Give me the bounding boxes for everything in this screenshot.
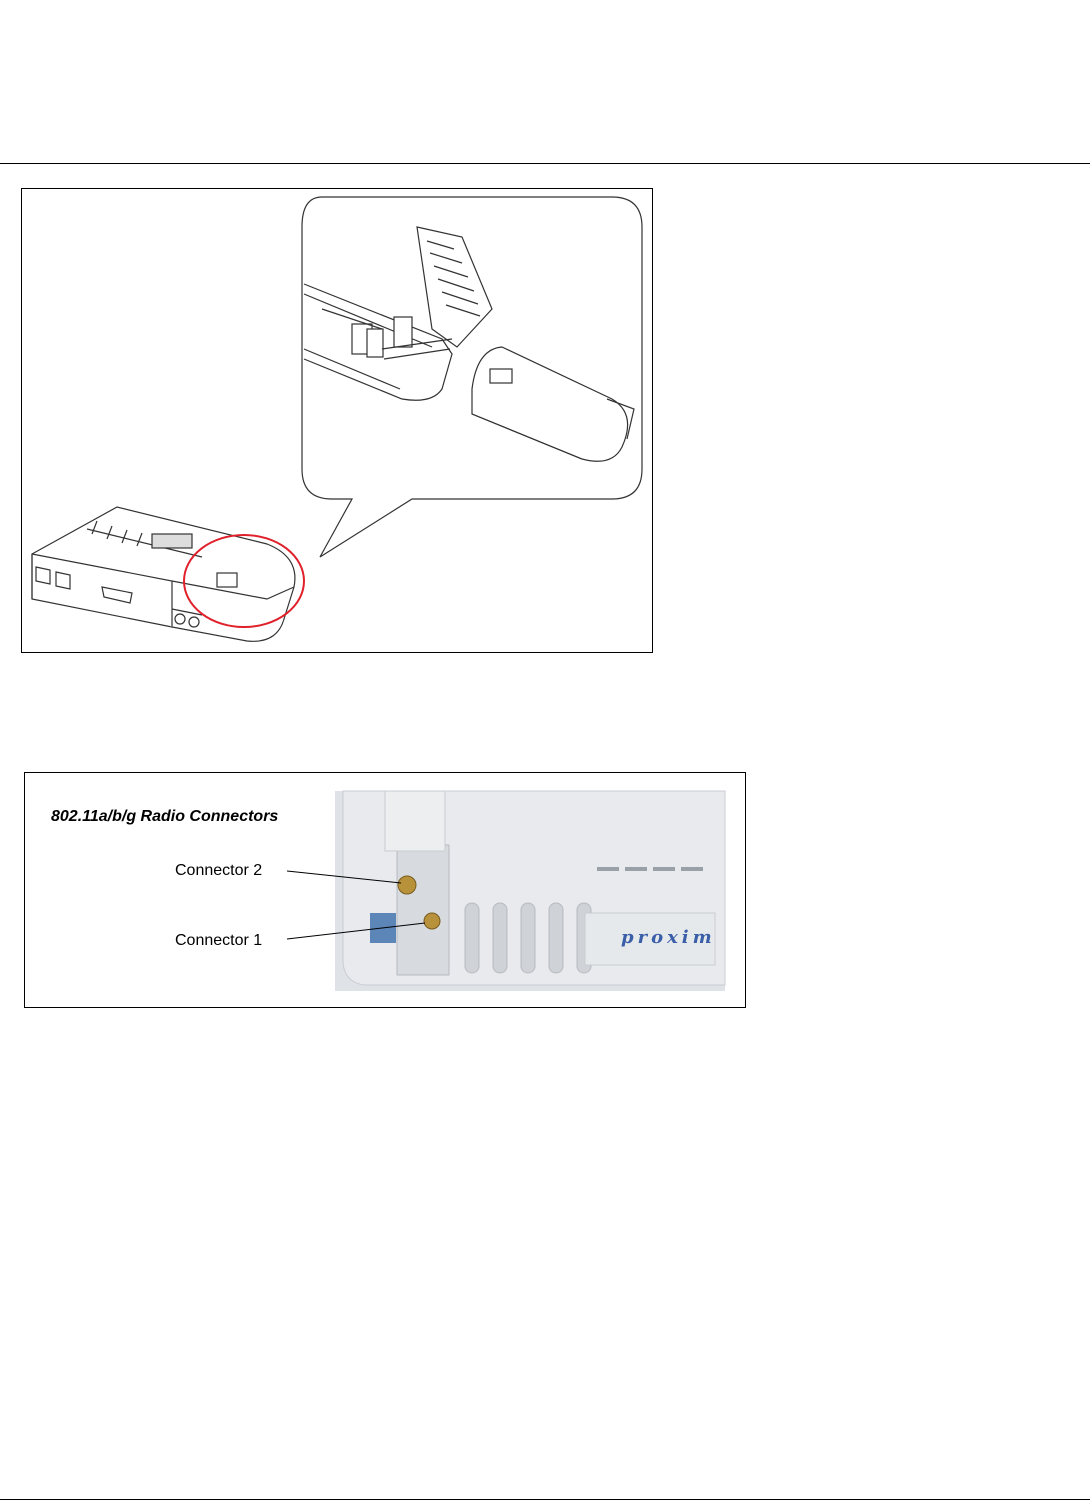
radio-connectors-title: 802.11a/b/g Radio Connectors	[51, 808, 279, 825]
device-line-drawing	[22, 189, 652, 652]
detail-callout-bubble	[302, 197, 642, 557]
connector-2-label: Connector 2	[175, 862, 263, 879]
connector-1-marker	[424, 913, 440, 929]
header-rule	[0, 163, 1090, 164]
connector-2-marker	[398, 876, 416, 894]
connector-1-label: Connector 1	[175, 932, 263, 949]
radio-connectors-figure	[24, 772, 746, 1008]
proxim-logo: proxim	[621, 927, 716, 948]
footer-rule	[0, 1499, 1090, 1500]
device-body-drawing	[32, 507, 295, 641]
device-illustration-figure	[21, 188, 653, 653]
